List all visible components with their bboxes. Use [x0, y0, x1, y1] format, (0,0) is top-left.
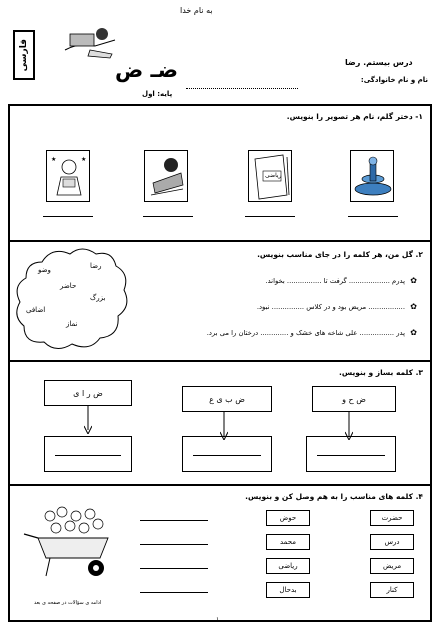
word-box: حوض: [266, 510, 310, 526]
subject-label: فارسی: [19, 38, 29, 72]
page-number: ۱: [216, 616, 220, 623]
cloud-word: نماز: [66, 320, 78, 328]
word-box: کنار: [370, 582, 414, 598]
word-box: بدحال: [266, 582, 310, 598]
name-label: نام و نام خانوادگی:: [360, 76, 428, 84]
write-line[interactable]: [140, 592, 208, 593]
letter-box: ض ح و: [312, 386, 396, 412]
q2-title: ۲. گل من، هر کلمه را در جای مناسب بنویس.: [257, 250, 423, 259]
divider: [8, 240, 432, 242]
cloud-word: وضو: [38, 266, 51, 274]
book-label: ریاضی: [265, 172, 282, 179]
word-cloud: [12, 244, 132, 354]
sentence-row: ................. مریض بود و در کلاس ............... نبود.: [256, 303, 405, 311]
fountain-icon: [350, 150, 394, 202]
subject-box: [13, 30, 35, 80]
letter-box: ض ب ی ع: [182, 386, 272, 412]
word-box: درس: [370, 534, 414, 550]
word-box: مریض: [370, 558, 414, 574]
answer-line[interactable]: [143, 216, 193, 217]
cloud-word: رضا: [90, 262, 102, 270]
big-letters: ضـ ض: [115, 58, 179, 82]
flower-cart-icon: [20, 504, 120, 584]
flower-icon: ✿: [410, 328, 417, 337]
top-title: به نام خدا: [180, 6, 213, 15]
girl-reading-icon: [46, 150, 90, 202]
sentence-row: پدرم ................... گرفت تا ................ بخواند.: [265, 277, 405, 285]
word-box: ریاضی: [266, 558, 310, 574]
cloud-word: بزرگ: [90, 294, 106, 302]
divider: [8, 484, 432, 486]
grade-label: پایه: اول: [142, 90, 173, 98]
credit-text: ادامه ی سؤالات در صفحه ی بعد: [34, 600, 102, 606]
girl-lying-icon: [144, 150, 188, 202]
write-line[interactable]: [140, 544, 208, 545]
answer-line[interactable]: [43, 216, 93, 217]
math-book-icon: [248, 150, 292, 202]
q3-title: ۳. کلمه بساز و بنویس.: [339, 368, 423, 377]
arrow-down-icon: [84, 406, 92, 434]
cloud-word: اضافی: [26, 306, 46, 314]
write-line[interactable]: [140, 568, 208, 569]
flower-icon: ✿: [410, 276, 417, 285]
divider: [8, 360, 432, 362]
answer-box[interactable]: [306, 436, 396, 472]
answer-line[interactable]: [245, 216, 295, 217]
answer-box[interactable]: [182, 436, 272, 472]
write-line[interactable]: [140, 520, 208, 521]
svg-text:★: ★: [81, 156, 87, 163]
word-box: محمد: [266, 534, 310, 550]
answer-box[interactable]: [44, 436, 132, 472]
cloud-word: حاضر: [60, 282, 77, 290]
q4-title: ۴. کلمه های مناسب را به هم وصل کن و بنویس.: [245, 492, 423, 501]
girl-lying-icon: [60, 20, 120, 60]
q1-title: ۱- دختر گلم، نام هر تصویر را بنویس.: [286, 112, 423, 121]
svg-text:★: ★: [51, 156, 57, 163]
name-field[interactable]: [186, 88, 298, 89]
lesson-title: درس بیستم. رضا: [345, 58, 413, 67]
flower-icon: ✿: [410, 302, 417, 311]
answer-line[interactable]: [348, 216, 398, 217]
word-box: حضرت: [370, 510, 414, 526]
sentence-row: پدر ................ علی شاخه های خشک و ............. درختان را می برد.: [206, 329, 405, 337]
letter-box: ض ر ا ی: [44, 380, 132, 406]
